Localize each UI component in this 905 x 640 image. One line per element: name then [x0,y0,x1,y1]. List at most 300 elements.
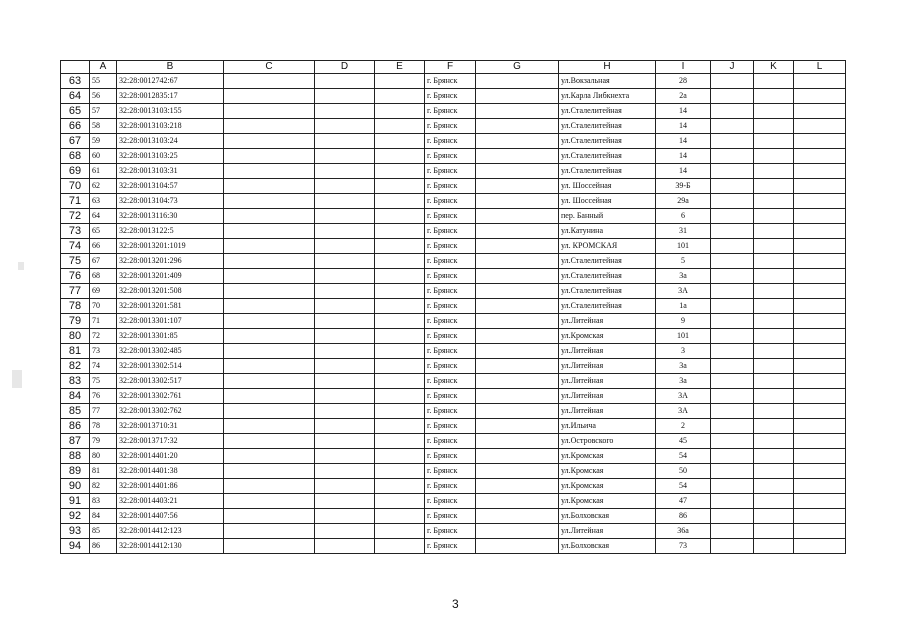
column-header: B [117,61,224,74]
cell-c [224,209,315,224]
cell-d [315,419,375,434]
cell-d [315,104,375,119]
cell-a: 64 [90,209,117,224]
column-header-row [61,61,846,74]
cell-l [794,284,846,299]
cell-c [224,524,315,539]
cell-j [711,524,754,539]
cell-a: 74 [90,359,117,374]
cell-k [754,104,794,119]
row-number: 92 [61,509,90,524]
cell-d [315,449,375,464]
cell-e [375,479,425,494]
cell-e [375,449,425,464]
cell-c [224,119,315,134]
table-row [61,134,846,149]
cell-j [711,449,754,464]
cell-i: 29а [656,194,711,209]
cell-b: 32:28:0013103:31 [117,164,224,179]
cell-l [794,329,846,344]
cell-k [754,329,794,344]
cell-l [794,164,846,179]
cell-e [375,149,425,164]
row-number: 73 [61,224,90,239]
cell-c [224,509,315,524]
cell-e [375,164,425,179]
cell-l [794,149,846,164]
cell-k [754,539,794,554]
cell-g [476,134,559,149]
cell-d [315,329,375,344]
cell-b: 32:28:0013302:762 [117,404,224,419]
table-row [61,329,846,344]
table-row [61,104,846,119]
cell-f: г. Брянск [425,404,476,419]
cell-f: г. Брянск [425,509,476,524]
cell-h: пер. Банный [559,209,656,224]
cell-i: 3А [656,284,711,299]
column-header: G [476,61,559,74]
cell-h: ул. Шоссейная [559,179,656,194]
cell-a: 84 [90,509,117,524]
cell-f: г. Брянск [425,179,476,194]
cell-h: ул.Катунина [559,224,656,239]
cell-e [375,344,425,359]
row-number: 91 [61,494,90,509]
cell-c [224,494,315,509]
cell-h: ул.Кромская [559,479,656,494]
cell-g [476,419,559,434]
row-number: 88 [61,449,90,464]
cell-g [476,254,559,269]
cell-g [476,524,559,539]
cell-g [476,539,559,554]
cell-d [315,284,375,299]
cell-b: 32:28:0013201:508 [117,284,224,299]
cell-k [754,419,794,434]
cell-k [754,224,794,239]
cell-f: г. Брянск [425,359,476,374]
cell-j [711,419,754,434]
cell-e [375,419,425,434]
cell-b: 32:28:0013104:57 [117,179,224,194]
cell-g [476,389,559,404]
row-number: 79 [61,314,90,329]
cell-h: ул. КРОМСКАЯ [559,239,656,254]
cell-h: ул.Вокзальная [559,74,656,89]
cell-l [794,269,846,284]
cell-i: 86 [656,509,711,524]
cell-g [476,359,559,374]
cell-a: 81 [90,464,117,479]
cell-k [754,284,794,299]
column-header: I [656,61,711,74]
cell-c [224,164,315,179]
cell-i: 28 [656,74,711,89]
cell-b: 32:28:0013201:409 [117,269,224,284]
cell-c [224,179,315,194]
cell-h: ул.Карла Либкнехта [559,89,656,104]
cell-c [224,449,315,464]
table-row [61,539,846,554]
row-number: 72 [61,209,90,224]
cell-e [375,359,425,374]
table-row [61,179,846,194]
cell-j [711,479,754,494]
cell-c [224,539,315,554]
cell-a: 67 [90,254,117,269]
row-number: 81 [61,344,90,359]
column-header: D [315,61,375,74]
cell-e [375,269,425,284]
cell-l [794,209,846,224]
cell-l [794,119,846,134]
cell-d [315,494,375,509]
cell-a: 56 [90,89,117,104]
cell-g [476,209,559,224]
cell-a: 58 [90,119,117,134]
cell-f: г. Брянск [425,389,476,404]
cell-g [476,74,559,89]
cell-j [711,284,754,299]
cell-k [754,509,794,524]
cell-h: ул. Шоссейная [559,194,656,209]
cell-e [375,74,425,89]
cell-f: г. Брянск [425,254,476,269]
cell-b: 32:28:0013103:25 [117,149,224,164]
cell-l [794,89,846,104]
cell-l [794,74,846,89]
cell-c [224,224,315,239]
cell-f: г. Брянск [425,374,476,389]
cell-b: 32:28:0012742:67 [117,74,224,89]
table-row [61,344,846,359]
cell-j [711,404,754,419]
cell-j [711,359,754,374]
cell-f: г. Брянск [425,119,476,134]
cell-i: 47 [656,494,711,509]
row-number: 84 [61,389,90,404]
cell-l [794,479,846,494]
cell-j [711,194,754,209]
cell-h: ул.Сталелитейная [559,299,656,314]
cell-i: 1а [656,299,711,314]
cell-f: г. Брянск [425,314,476,329]
cell-h: ул.Литейная [559,389,656,404]
cell-a: 77 [90,404,117,419]
row-number: 82 [61,359,90,374]
row-number: 67 [61,134,90,149]
cell-j [711,254,754,269]
cell-b: 32:28:0014401:38 [117,464,224,479]
cell-d [315,479,375,494]
cell-e [375,494,425,509]
cell-g [476,239,559,254]
cell-a: 55 [90,74,117,89]
cell-e [375,509,425,524]
cell-j [711,464,754,479]
column-header: K [754,61,794,74]
column-header: A [90,61,117,74]
cell-e [375,119,425,134]
cell-i: 3А [656,404,711,419]
cell-j [711,434,754,449]
cell-b: 32:28:0013103:218 [117,119,224,134]
cell-f: г. Брянск [425,269,476,284]
table-row [61,149,846,164]
cell-h: ул.Сталелитейная [559,269,656,284]
cell-l [794,194,846,209]
table-row [61,449,846,464]
cell-g [476,449,559,464]
column-header: L [794,61,846,74]
table-row [61,254,846,269]
row-number: 80 [61,329,90,344]
cell-d [315,464,375,479]
cell-h: ул.Литейная [559,359,656,374]
cell-k [754,134,794,149]
cell-d [315,359,375,374]
cell-b: 32:28:0014401:86 [117,479,224,494]
cell-g [476,284,559,299]
cell-d [315,524,375,539]
table-row [61,359,846,374]
column-header: H [559,61,656,74]
cell-h: ул.Сталелитейная [559,164,656,179]
table-row [61,494,846,509]
cell-i: 5 [656,254,711,269]
cell-d [315,434,375,449]
cell-b: 32:28:0013103:155 [117,104,224,119]
cell-k [754,434,794,449]
cell-h: ул.Литейная [559,314,656,329]
column-header: J [711,61,754,74]
cell-b: 32:28:0013201:581 [117,299,224,314]
cell-l [794,224,846,239]
cell-f: г. Брянск [425,434,476,449]
cell-f: г. Брянск [425,224,476,239]
cell-k [754,524,794,539]
cell-e [375,539,425,554]
cell-i: 3а [656,359,711,374]
cell-g [476,314,559,329]
cell-j [711,239,754,254]
spreadsheet-table [60,60,846,554]
table-row [61,164,846,179]
cell-d [315,194,375,209]
cell-f: г. Брянск [425,344,476,359]
cell-g [476,479,559,494]
row-number: 71 [61,194,90,209]
cell-i: 3а [656,269,711,284]
cell-i: 14 [656,134,711,149]
cell-j [711,494,754,509]
cell-b: 32:28:0014412:123 [117,524,224,539]
cell-d [315,224,375,239]
row-number: 70 [61,179,90,194]
cell-e [375,464,425,479]
cell-f: г. Брянск [425,299,476,314]
cell-b: 32:28:0012835:17 [117,89,224,104]
cell-e [375,254,425,269]
cell-f: г. Брянск [425,209,476,224]
cell-j [711,74,754,89]
cell-k [754,89,794,104]
cell-l [794,404,846,419]
table-row [61,404,846,419]
cell-d [315,269,375,284]
cell-j [711,344,754,359]
cell-a: 75 [90,374,117,389]
cell-e [375,314,425,329]
cell-l [794,509,846,524]
cell-j [711,269,754,284]
cell-b: 32:28:0013302:514 [117,359,224,374]
cell-d [315,149,375,164]
cell-c [224,464,315,479]
cell-i: 3а [656,374,711,389]
cell-k [754,494,794,509]
cell-a: 70 [90,299,117,314]
cell-a: 85 [90,524,117,539]
cell-l [794,134,846,149]
row-number: 74 [61,239,90,254]
cell-e [375,434,425,449]
cell-e [375,89,425,104]
cell-j [711,314,754,329]
cell-f: г. Брянск [425,479,476,494]
cell-k [754,299,794,314]
cell-g [476,464,559,479]
cell-i: 6 [656,209,711,224]
cell-a: 57 [90,104,117,119]
corner-cell [61,61,90,74]
table-row [61,419,846,434]
cell-f: г. Брянск [425,449,476,464]
cell-e [375,179,425,194]
cell-i: 54 [656,449,711,464]
cell-d [315,254,375,269]
cell-g [476,149,559,164]
cell-e [375,329,425,344]
table-row [61,239,846,254]
cell-b: 32:28:0014403:21 [117,494,224,509]
cell-e [375,209,425,224]
cell-e [375,104,425,119]
table-row [61,434,846,449]
cell-h: ул.Сталелитейная [559,254,656,269]
cell-b: 32:28:0013717:32 [117,434,224,449]
cell-b: 32:28:0013103:24 [117,134,224,149]
cell-a: 71 [90,314,117,329]
cell-k [754,209,794,224]
cell-d [315,179,375,194]
cell-l [794,374,846,389]
cell-i: 101 [656,329,711,344]
cell-a: 86 [90,539,117,554]
cell-b: 32:28:0014407:56 [117,509,224,524]
table-row [61,209,846,224]
cell-a: 83 [90,494,117,509]
cell-j [711,509,754,524]
table-row [61,524,846,539]
cell-c [224,149,315,164]
page-number: 3 [452,597,459,611]
cell-c [224,254,315,269]
cell-c [224,74,315,89]
cell-e [375,239,425,254]
cell-b: 32:28:0013302:485 [117,344,224,359]
table-row [61,224,846,239]
cell-c [224,314,315,329]
cell-h: ул.Литейная [559,404,656,419]
cell-g [476,509,559,524]
cell-k [754,389,794,404]
cell-i: 54 [656,479,711,494]
cell-k [754,194,794,209]
cell-b: 32:28:0013301:85 [117,329,224,344]
cell-l [794,314,846,329]
cell-i: 31 [656,224,711,239]
cell-k [754,164,794,179]
cell-g [476,89,559,104]
cell-l [794,359,846,374]
cell-i: 14 [656,119,711,134]
cell-f: г. Брянск [425,149,476,164]
cell-l [794,464,846,479]
row-number: 63 [61,74,90,89]
cell-d [315,134,375,149]
cell-k [754,404,794,419]
cell-f: г. Брянск [425,104,476,119]
cell-h: ул.Литейная [559,524,656,539]
cell-a: 79 [90,434,117,449]
row-number: 64 [61,89,90,104]
cell-k [754,449,794,464]
row-number: 66 [61,119,90,134]
row-number: 68 [61,149,90,164]
cell-j [711,164,754,179]
cell-c [224,389,315,404]
table-row [61,269,846,284]
table-row [61,464,846,479]
table-row [61,374,846,389]
cell-f: г. Брянск [425,194,476,209]
cell-b: 32:28:0013116:30 [117,209,224,224]
column-header: E [375,61,425,74]
cell-e [375,299,425,314]
cell-h: ул.Литейная [559,374,656,389]
cell-g [476,119,559,134]
scan-speck [12,370,22,388]
cell-d [315,404,375,419]
row-number: 85 [61,404,90,419]
cell-a: 78 [90,419,117,434]
cell-f: г. Брянск [425,89,476,104]
cell-g [476,494,559,509]
cell-a: 59 [90,134,117,149]
scan-speck [18,262,24,270]
cell-a: 63 [90,194,117,209]
cell-f: г. Брянск [425,464,476,479]
cell-i: 45 [656,434,711,449]
cell-a: 61 [90,164,117,179]
cell-l [794,104,846,119]
cell-h: ул.Болховская [559,539,656,554]
cell-a: 72 [90,329,117,344]
cell-d [315,509,375,524]
table-row [61,89,846,104]
